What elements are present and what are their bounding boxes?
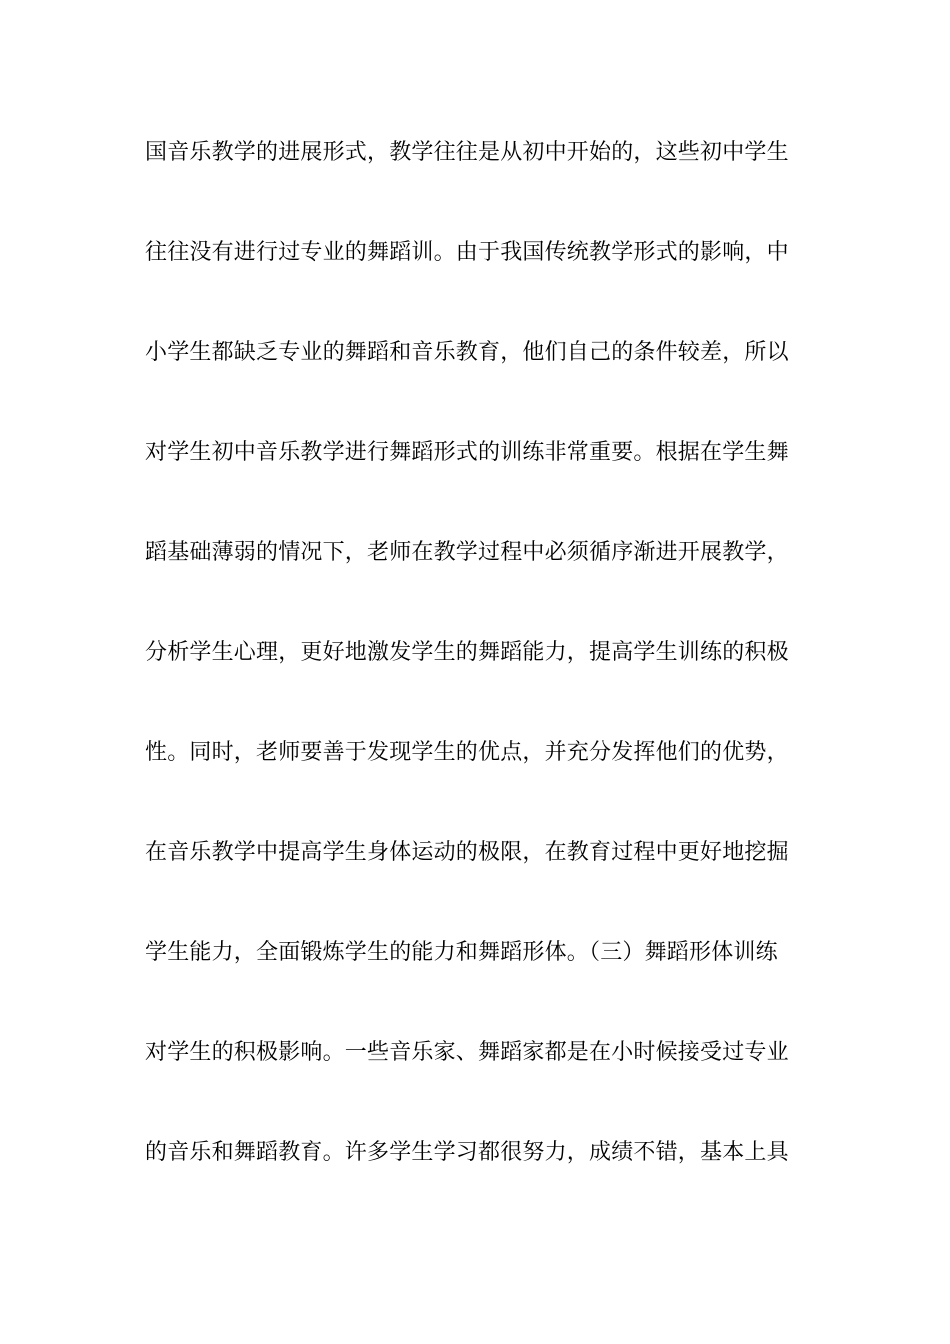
text-line: 在音乐教学中提高学生身体运动的极限，在教育过程中更好地挖掘	[145, 840, 789, 865]
text-line: 性。同时，老师要善于发现学生的优点，并充分发挥他们的优势，	[145, 740, 789, 765]
text-line: 往往没有进行过专业的舞蹈训。由于我国传统教学形式的影响，中	[145, 240, 789, 265]
text-line: 的音乐和舞蹈教育。许多学生学习都很努力，成绩不错，基本上具	[145, 1140, 789, 1165]
text-line: 对学生的积极影响。一些音乐家、舞蹈家都是在小时候接受过专业	[145, 1040, 789, 1065]
body-text	[145, 128, 825, 1228]
text-line: 小学生都缺乏专业的舞蹈和音乐教育，他们自己的条件较差，所以	[145, 340, 789, 365]
text-line: 学生能力，全面锻炼学生的能力和舞蹈形体。（三）舞蹈形体训练	[145, 940, 778, 965]
text-line: 蹈基础薄弱的情况下，老师在教学过程中必须循序渐进开展教学，	[145, 540, 789, 565]
text-line: 分析学生心理，更好地激发学生的舞蹈能力，提高学生训练的积极	[145, 640, 789, 665]
text-line: 对学生初中音乐教学进行舞蹈形式的训练非常重要。根据在学生舞	[145, 440, 789, 465]
text-line: 国音乐教学的进展形式，教学往往是从初中开始的，这些初中学生	[145, 140, 789, 165]
